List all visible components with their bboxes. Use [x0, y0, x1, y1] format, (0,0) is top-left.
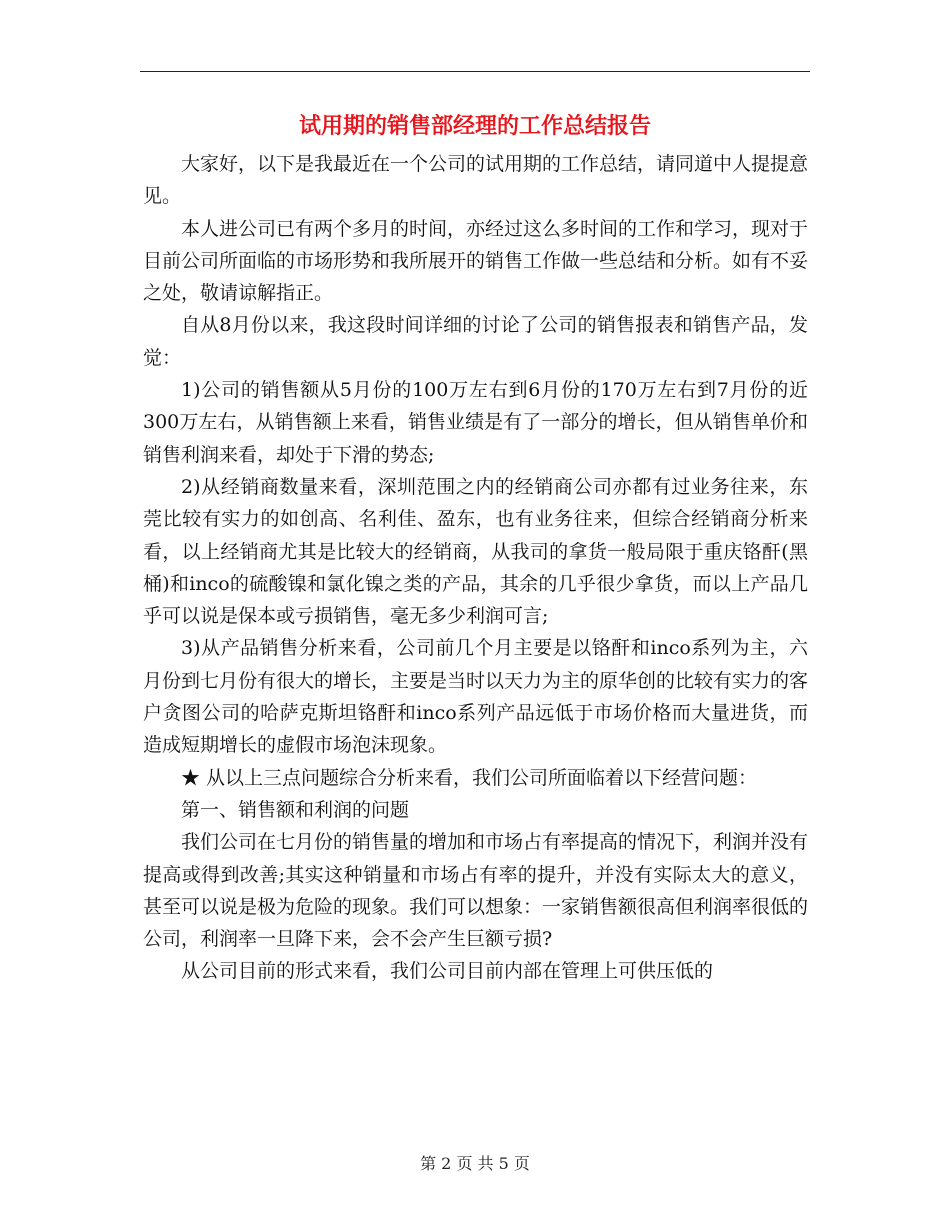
document-body: [143, 148, 808, 988]
paragraph-sales-profit: 我们公司在七月份的销售量的增加和市场占有率提高的情况下，利润并没有提高或得到改善;其实这种销量和市场占有率的提升，并没有实际太大的意义，甚至可以说是极为危险的现象。我们可以想象：一家销售额很高但利润率很低的公司，利润率一旦降下来，会不会产生巨额亏损?: [143, 831, 809, 951]
document-title: 试用期的销售部经理的工作总结报告: [298, 113, 651, 139]
paragraph-findings-intro: 自从8月份以来，我这段时间详细的讨论了公司的销售报表和销售产品，发觉：: [143, 314, 808, 369]
paragraph-background: 本人进公司已有两个多月的时间，亦经过这么多时间的工作和学习，现对于目前公司所面临的市场形势和我所展开的销售工作做一些总结和分析。如有不妥之处，敬请谅解指正。: [143, 217, 809, 305]
header-rule: [140, 71, 810, 72]
paragraph-continued: 从公司目前的形式来看，我们公司目前内部在管理上可供压低的: [181, 960, 714, 983]
paragraph-summary: ★ 从以上三点问题综合分析来看，我们公司所面临着以下经营问题：: [181, 766, 758, 789]
paragraph-point-2: 2)从经销商数量来看，深圳范围之内的经销商公司亦都有过业务往来，东莞比较有实力的如创高、名利佳、盈东，也有业务往来，但综合经销商分析来看，以上经销商尤其是比较大的经销商，从我司的拿货一般局限于重庆铬酐(黑桶)和inco的硫酸镍和氯化镍之类的产品，其余的几乎很少拿货，而以上产品几乎可以说是保本或亏损销售，毫无多少利润可言;: [143, 475, 808, 628]
section-heading: 第一、销售额和利润的问题: [181, 798, 410, 821]
page-footer: 第 2 页 共 5 页: [420, 1154, 530, 1173]
paragraph-point-3: 3)从产品销售分析来看，公司前几个月主要是以铬酐和inco系列为主，六月份到七月份有很大的增长，主要是当时以天力为主的原华创的比较有实力的客户贪图公司的哈萨克斯坦铬酐和inco系列产品远低于市场价格而大量进货，而造成短期增长的虚假市场泡沫现象。: [143, 637, 809, 757]
paragraph-intro: 大家好，以下是我最近在一个公司的试用期的工作总结，请同道中人提提意见。: [143, 153, 809, 208]
paragraph-point-1: 1)公司的销售额从5月份的100万左右到6月份的170万左右到7月份的近300万左右，从销售额上来看，销售业绩是有了一部分的增长，但从销售单价和销售利润来看，却处于下滑的势态;: [143, 379, 808, 466]
